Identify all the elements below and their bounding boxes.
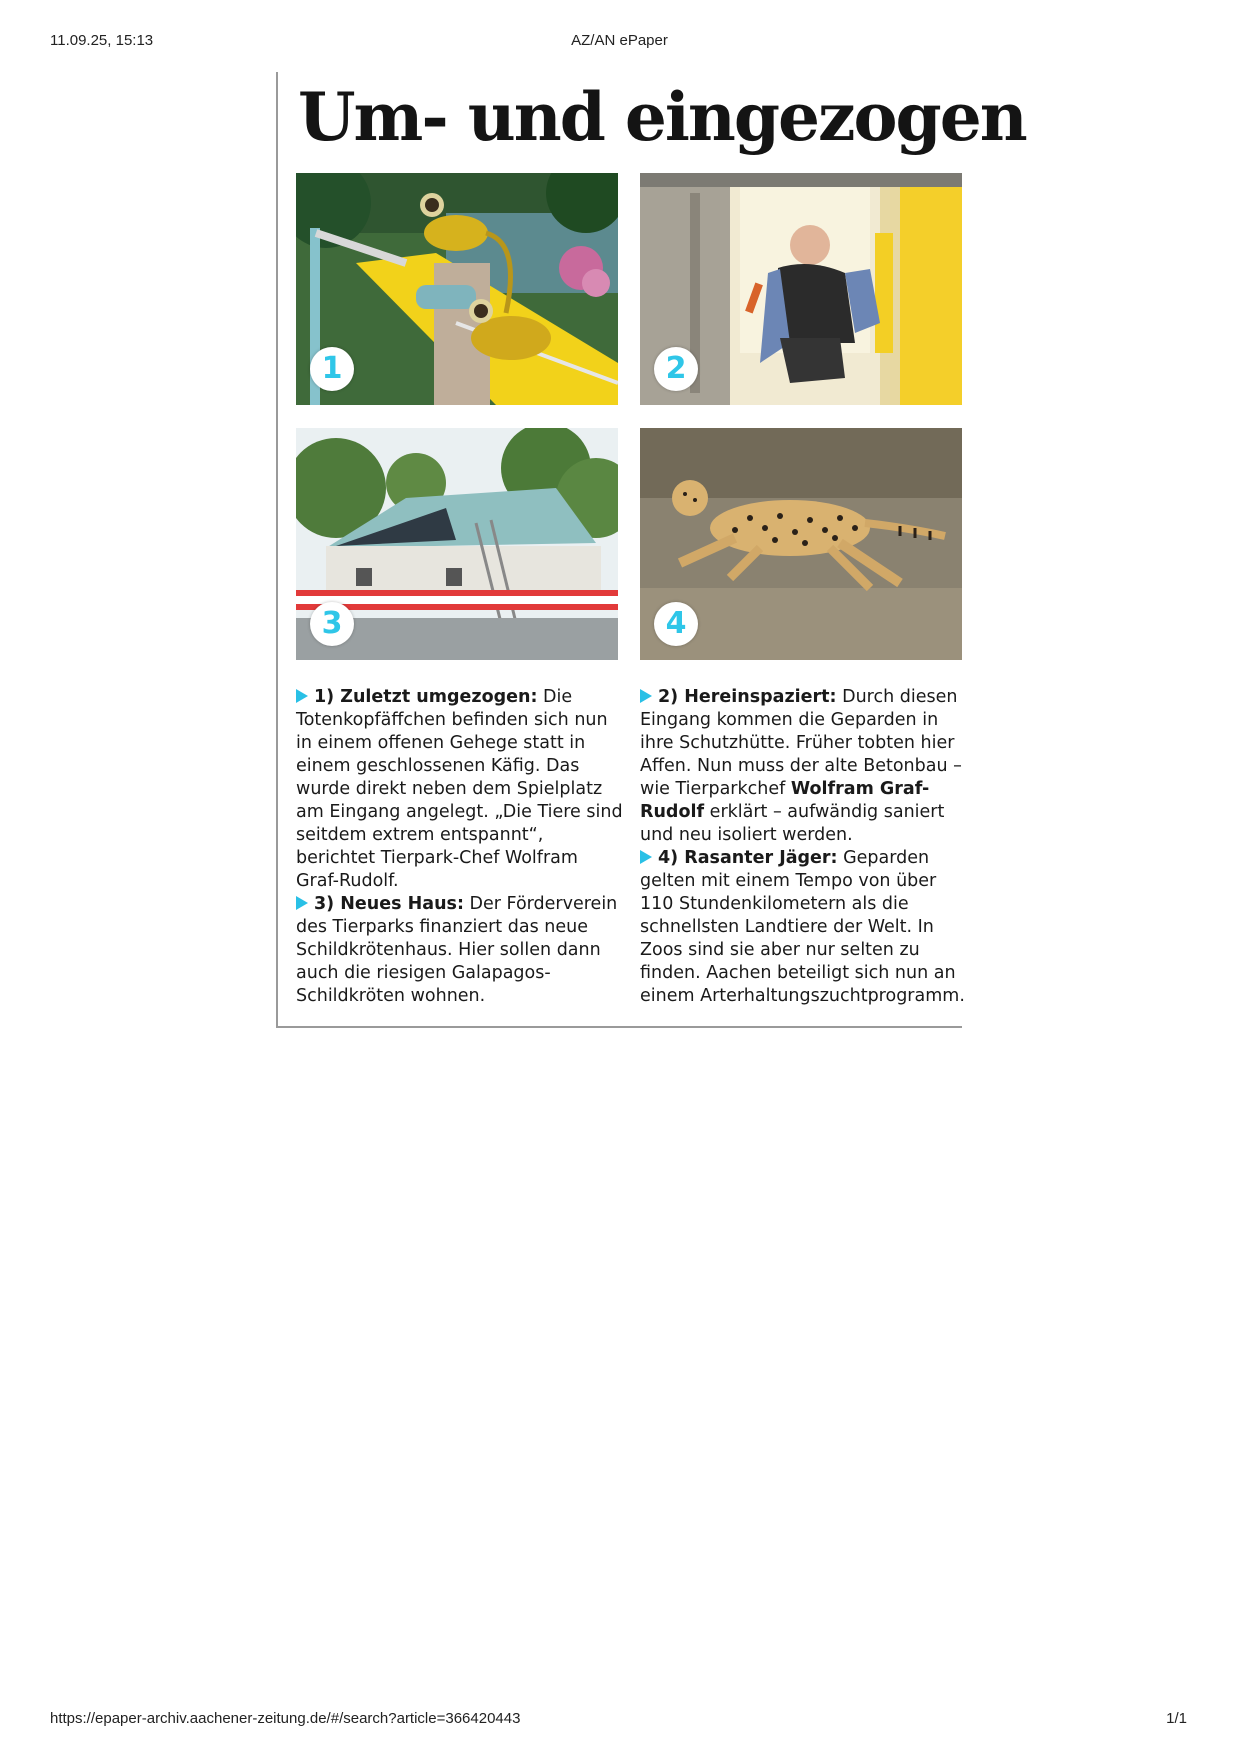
caption-2-text-end: erklärt – aufwändig saniert und neu isoliert werden. [640,802,945,845]
caption-1 [296,686,626,893]
triangle-bullet-icon [640,689,652,703]
print-page-number: 1/1 [1166,1710,1187,1727]
caption-4-heading: 4) Rasanter Jäger: [658,848,838,868]
triangle-bullet-icon [640,850,652,864]
caption-2-heading: 2) Hereinspaziert: [658,687,837,707]
print-page-title: AZ/AN ePaper [571,32,668,49]
caption-2-person-name: Wolfram Graf-Rudolf [640,779,930,822]
caption-column-left [296,686,626,1008]
newspaper-clipping [276,72,1026,1028]
photo-tortoise-house [296,428,618,660]
photo-number-badge: 2 [654,347,698,391]
caption-2 [640,686,970,847]
caption-1-text: Die Totenkopfäffchen befinden sich nun in einem offenen Gehege statt in einem geschlossenen Käfig. Das wurde direkt neben dem Spielplatz am Eingang angelegt. „Die Tiere sind seitdem extrem entspannt“, berichtet Tierpark-Chef Wolfram Graf-Rudolf. [296,687,623,891]
caption-3 [296,893,626,1008]
print-url: https://epaper-archiv.aachener-zeitung.de/#/search?article=366420443 [50,1710,521,1727]
caption-column-right [640,686,970,1008]
clipping-left-rule [276,72,278,1028]
photo-squirrel-monkeys [296,173,618,405]
caption-4-text: Geparden gelten mit einem Tempo von über 110 Stundenkilometern als die schnellsten Landtiere der Welt. In Zoos sind sie aber nur selten zu finden. Aachen beteiligt sich nun an einem Arterhaltungszuchtprogramm. [640,848,965,1006]
clipping-bottom-rule [276,1026,962,1028]
article-headline: Um- und eingezogen [298,78,1026,156]
caption-3-heading: 3) Neues Haus: [314,894,464,914]
photo-number-badge: 3 [310,602,354,646]
caption-3-text: Der Förderverein des Tierparks finanziert das neue Schildkrötenhaus. Hier sollen dann auch die riesigen Galapagos-Schildkröten wohnen. [296,894,618,1006]
photo-cheetah [640,428,962,660]
caption-1-heading: 1) Zuletzt umgezogen: [314,687,538,707]
triangle-bullet-icon [296,896,308,910]
print-datetime: 11.09.25, 15:13 [50,32,154,49]
photo-enclosure-entrance [640,173,962,405]
photo-number-badge: 1 [310,347,354,391]
triangle-bullet-icon [296,689,308,703]
caption-2-text-start: Durch diesen Eingang kommen die Geparden in ihre Schutzhütte. Früher tobten hier Affen. Nun muss der alte Betonbau – wie Tierparkchef [640,687,962,799]
caption-4 [640,847,970,1008]
photo-number-badge: 4 [654,602,698,646]
